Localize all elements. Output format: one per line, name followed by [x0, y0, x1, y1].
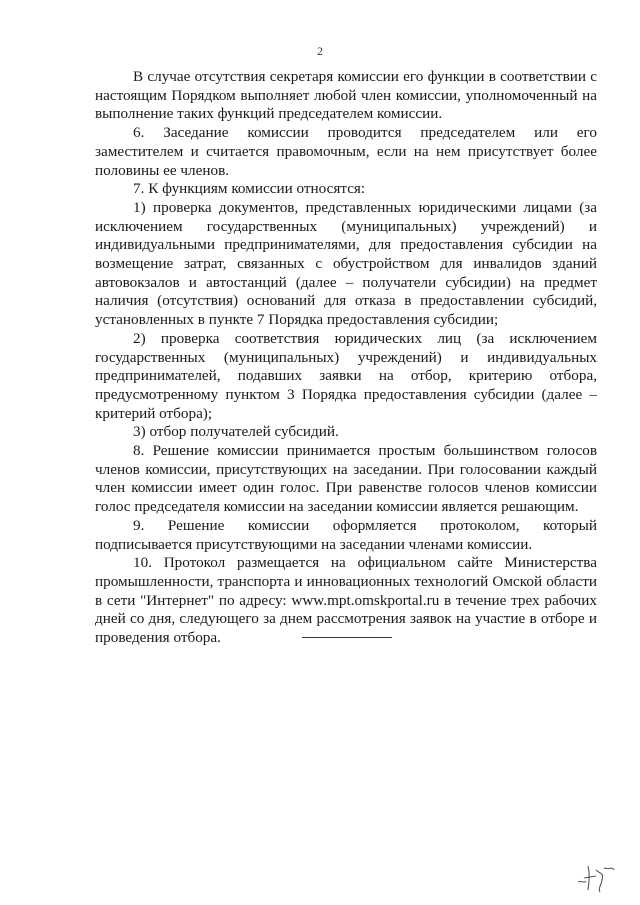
end-separator-line — [302, 637, 392, 638]
paragraph-7-functions: 7. К функциям комиссии относятся: — [133, 180, 366, 198]
paragraph-7-item-3: 3) отбор получателей субсидий. — [133, 423, 339, 441]
paragraph-9-protocol: 9. Решение комиссии оформляется протоколом, который подписывается присутствующими на заседании членами комиссии. — [95, 516, 597, 553]
paragraph-7-item-2: 2) проверка соответствия юридических лиц (за исключением государственных (муниципальных) учреждений) и индивидуальных предпринимателей, подавших заявки на отбор, критерию отбора, предусмотренному пунктом 3 Порядка предоставления субсидии (далее – критерий отбора); — [95, 329, 597, 422]
paragraph-10-publication: 10. Протокол размещается на официальном сайте Министерства промышленности, транспорта и инновационных технологий Омской области в сети "Интернет" по адресу: www.mpt.omskportal.ru в течение трех рабочих дней со дня, следующего за днем рассмотрения заявок на участие в отборе и проведения отбора. — [95, 554, 597, 647]
paragraph-7-item-1: 1) проверка документов, представленных юридическими лицами (за исключением государственных (муниципальных) учреждений) и индивидуальными предпринимателями, для предоставления субсидии на возмещение затрат, связанных с обустройством для инвалидов зданий автовокзалов и автостанций (далее – получатели субсидии) на предмет наличия (отсутствия) оснований для отказа в предоставлении субсидий, установленных в пункте 7 Порядка предоставления субсидии; — [95, 198, 597, 329]
paragraph-8-decision: 8. Решение комиссии принимается простым большинством голосов членов комиссии, присутствующих на заседании. При голосовании каждый член комиссии имеет один голос. При равенстве голосов членов комиссии голос председателя комиссии на заседании комиссии является решающим. — [95, 442, 597, 516]
page-number: 2 — [317, 44, 323, 58]
paragraph-secretary-absence: В случае отсутствия секретаря комиссии его функции в соответствии с настоящим Порядком выполняет любой член комиссии, уполномоченный на выполнение таких функций председателем комиссии. — [95, 68, 597, 123]
paragraph-6-meeting: 6. Заседание комиссии проводится председателем или его заместителем и считается правомочным, если на нем присутствует более половины ее членов. — [95, 124, 597, 179]
document-body — [95, 68, 597, 648]
handwritten-initials-signature — [574, 860, 618, 896]
